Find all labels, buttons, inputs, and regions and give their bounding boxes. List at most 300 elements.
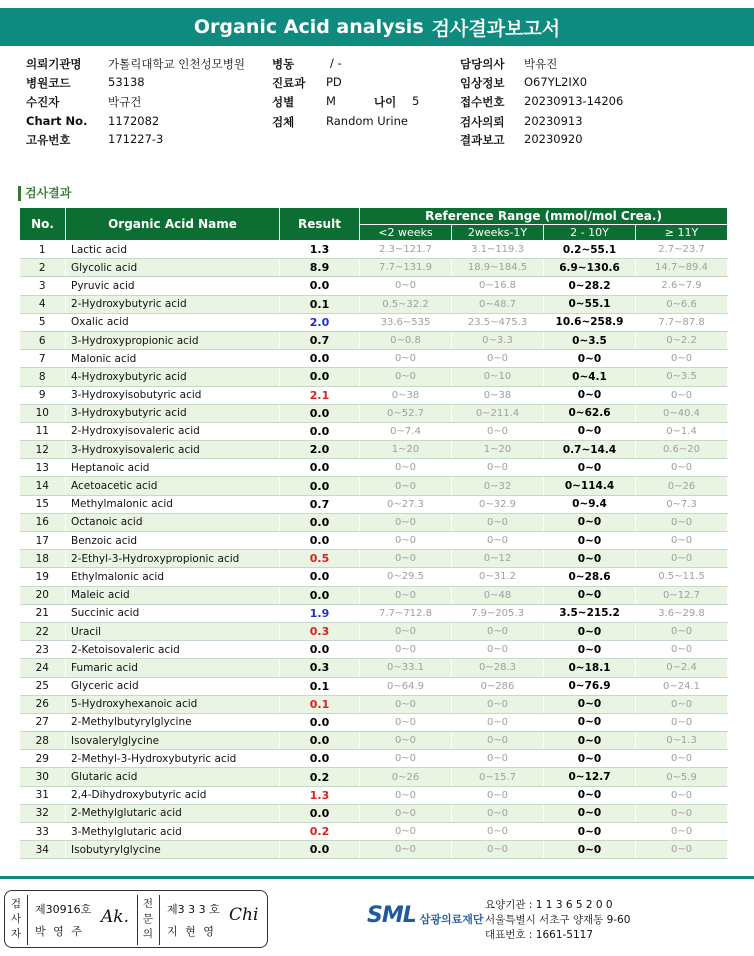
ward-value: / - (330, 56, 342, 70)
row-acid-name: 3-Hydroxybutyric acid (66, 404, 280, 422)
row-ref-lt2w: 0~0 (360, 586, 452, 604)
row-ref-2-10y: 0~0 (544, 695, 636, 713)
section-title: 검사결과 (18, 186, 71, 201)
report-label: 결과보고 (460, 133, 505, 147)
row-no: 2 (20, 259, 66, 277)
row-no: 19 (20, 568, 66, 586)
table-row (20, 568, 728, 586)
row-no: 18 (20, 550, 66, 568)
institution-label: 의뢰기관명 (26, 57, 82, 71)
row-ref-lt2w: 0~0.8 (360, 331, 452, 349)
age-value: 5 (412, 94, 420, 108)
row-ref-ge11y: 0~0 (636, 459, 728, 477)
receipt-value: 20230913-14206 (524, 94, 624, 108)
table-row (20, 823, 728, 841)
table-row (20, 659, 728, 677)
specialist-label: 전문의 (142, 898, 154, 940)
row-acid-name: Methylmalonic acid (66, 495, 280, 513)
row-ref-lt2w: 0~0 (360, 368, 452, 386)
logo-org: 삼광의료재단 (419, 912, 484, 926)
row-acid-name: Malonic acid (66, 350, 280, 368)
row-no: 9 (20, 386, 66, 404)
row-acid-name: 3-Hydroxyisovaleric acid (66, 441, 280, 459)
row-ref-ge11y: 0~5.9 (636, 768, 728, 786)
row-ref-ge11y: 0~1.4 (636, 422, 728, 440)
divider (159, 895, 160, 945)
table-row (20, 804, 728, 822)
specialist-license: 제3 3 3 호 (167, 903, 220, 916)
row-ref-2-10y: 0~0 (544, 550, 636, 568)
row-ref-2w-1y: 0~0 (452, 786, 544, 804)
row-ref-2-10y: 0~0 (544, 386, 636, 404)
row-ref-lt2w: 0~0 (360, 695, 452, 713)
row-no: 3 (20, 277, 66, 295)
row-result: 2.1 (280, 386, 360, 404)
row-result: 2.0 (280, 313, 360, 331)
row-no: 33 (20, 823, 66, 841)
row-ref-2w-1y: 0~0 (452, 841, 544, 859)
lab-phone: 대표번호 : 1661-5117 (485, 929, 594, 941)
row-ref-2w-1y: 0~0 (452, 459, 544, 477)
table-row (20, 404, 728, 422)
row-acid-name: Fumaric acid (66, 659, 280, 677)
row-ref-2w-1y: 0~0 (452, 641, 544, 659)
ref-col-header: <2 weeks (360, 225, 452, 241)
row-no: 15 (20, 495, 66, 513)
row-ref-2w-1y: 0~3.3 (452, 331, 544, 349)
row-result: 0.0 (280, 404, 360, 422)
row-acid-name: 2-Ketoisovaleric acid (66, 641, 280, 659)
row-ref-ge11y: 0~0 (636, 804, 728, 822)
row-ref-2-10y: 0~0 (544, 513, 636, 531)
row-no: 6 (20, 331, 66, 349)
table-row (20, 459, 728, 477)
row-ref-2w-1y: 0~0 (452, 422, 544, 440)
dept-value: PD (326, 75, 342, 89)
row-ref-2w-1y: 18.9~184.5 (452, 259, 544, 277)
col-name-header: Organic Acid Name (66, 208, 280, 241)
row-result: 0.3 (280, 622, 360, 640)
row-ref-2w-1y: 0~0 (452, 695, 544, 713)
row-ref-ge11y: 0~0 (636, 386, 728, 404)
table-row (20, 368, 728, 386)
row-ref-ge11y: 3.6~29.8 (636, 604, 728, 622)
row-ref-lt2w: 0~0 (360, 823, 452, 841)
row-no: 1 (20, 241, 66, 259)
row-result: 0.2 (280, 823, 360, 841)
row-ref-2w-1y: 0~28.3 (452, 659, 544, 677)
row-ref-ge11y: 7.7~87.8 (636, 313, 728, 331)
row-acid-name: 3-Hydroxyisobutyric acid (66, 386, 280, 404)
specialist-signature: Chi (229, 905, 259, 925)
row-ref-ge11y: 0.6~20 (636, 441, 728, 459)
row-ref-2w-1y: 0~0 (452, 804, 544, 822)
row-result: 0.0 (280, 477, 360, 495)
unique-label: 고유번호 (26, 133, 71, 147)
row-result: 0.0 (280, 368, 360, 386)
row-ref-2w-1y: 0~0 (452, 513, 544, 531)
row-result: 0.0 (280, 568, 360, 586)
row-no: 20 (20, 586, 66, 604)
row-ref-lt2w: 0~0 (360, 477, 452, 495)
divider (27, 895, 28, 945)
row-acid-name: 2-Ethyl-3-Hydroxypropionic acid (66, 550, 280, 568)
row-no: 23 (20, 641, 66, 659)
table-row (20, 331, 728, 349)
row-ref-2-10y: 0~28.2 (544, 277, 636, 295)
doctor-value: 박유진 (524, 57, 558, 71)
row-ref-ge11y: 0~6.6 (636, 295, 728, 313)
hospital-code-label: 병원코드 (26, 76, 71, 90)
table-row (20, 259, 728, 277)
row-result: 0.1 (280, 695, 360, 713)
examiner-license: 제30916호 (35, 903, 92, 916)
row-no: 28 (20, 732, 66, 750)
row-ref-2-10y: 0~28.6 (544, 568, 636, 586)
unique-value: 171227-3 (108, 132, 164, 146)
row-ref-2-10y: 0~0 (544, 713, 636, 731)
row-ref-lt2w: 0~0 (360, 841, 452, 859)
row-result: 0.0 (280, 513, 360, 531)
row-ref-ge11y: 0~7.3 (636, 495, 728, 513)
row-ref-2-10y: 0~114.4 (544, 477, 636, 495)
ref-col-header: 2weeks-1Y (452, 225, 544, 241)
row-ref-2-10y: 10.6~258.9 (544, 313, 636, 331)
row-acid-name: Glycolic acid (66, 259, 280, 277)
row-result: 0.0 (280, 422, 360, 440)
row-result: 2.0 (280, 441, 360, 459)
row-ref-2w-1y: 0~15.7 (452, 768, 544, 786)
row-ref-lt2w: 0~0 (360, 732, 452, 750)
col-ref-header: Reference Range (mmol/mol Crea.) (360, 208, 728, 225)
row-ref-ge11y: 0~1.3 (636, 732, 728, 750)
row-result: 0.0 (280, 641, 360, 659)
row-ref-2w-1y: 0~0 (452, 732, 544, 750)
sex-value: M (326, 94, 336, 108)
row-ref-2w-1y: 0~38 (452, 386, 544, 404)
row-ref-lt2w: 0~52.7 (360, 404, 452, 422)
row-ref-2w-1y: 0~10 (452, 368, 544, 386)
table-row (20, 386, 728, 404)
table-row (20, 695, 728, 713)
row-ref-2-10y: 0~0 (544, 841, 636, 859)
row-no: 5 (20, 313, 66, 331)
row-result: 0.1 (280, 677, 360, 695)
row-ref-2-10y: 0~0 (544, 786, 636, 804)
row-ref-lt2w: 0~0 (360, 459, 452, 477)
row-ref-ge11y: 0~0 (636, 713, 728, 731)
row-result: 0.1 (280, 295, 360, 313)
row-ref-2-10y: 0~76.9 (544, 677, 636, 695)
row-acid-name: 2-Hydroxybutyric acid (66, 295, 280, 313)
row-ref-ge11y: 0~0 (636, 823, 728, 841)
row-result: 0.0 (280, 713, 360, 731)
row-ref-2w-1y: 7.9~205.3 (452, 604, 544, 622)
row-no: 8 (20, 368, 66, 386)
row-ref-2w-1y: 0~0 (452, 750, 544, 768)
row-ref-lt2w: 0.5~32.2 (360, 295, 452, 313)
table-row (20, 586, 728, 604)
row-ref-ge11y: 0~0 (636, 641, 728, 659)
row-ref-2w-1y: 0~32.9 (452, 495, 544, 513)
row-ref-lt2w: 0~0 (360, 532, 452, 550)
row-result: 0.0 (280, 459, 360, 477)
clinical-label: 임상정보 (460, 76, 505, 90)
row-ref-ge11y: 0~0 (636, 622, 728, 640)
report-value: 20230920 (524, 132, 583, 146)
row-acid-name: Succinic acid (66, 604, 280, 622)
row-acid-name: 3-Hydroxypropionic acid (66, 331, 280, 349)
ref-col-header: ≥ 11Y (636, 225, 728, 241)
row-ref-ge11y: 0.5~11.5 (636, 568, 728, 586)
row-no: 26 (20, 695, 66, 713)
row-ref-lt2w: 0~26 (360, 768, 452, 786)
row-ref-lt2w: 0~64.9 (360, 677, 452, 695)
row-ref-2-10y: 0.2~55.1 (544, 241, 636, 259)
row-ref-2-10y: 0~55.1 (544, 295, 636, 313)
row-acid-name: Ethylmalonic acid (66, 568, 280, 586)
row-ref-ge11y: 2.6~7.9 (636, 277, 728, 295)
row-result: 8.9 (280, 259, 360, 277)
row-acid-name: Glutaric acid (66, 768, 280, 786)
row-ref-ge11y: 0~0 (636, 513, 728, 531)
row-ref-lt2w: 0~0 (360, 513, 452, 531)
row-no: 17 (20, 532, 66, 550)
examinee-label: 수진자 (26, 95, 60, 109)
table-row (20, 604, 728, 622)
row-result: 0.0 (280, 750, 360, 768)
table-row (20, 313, 728, 331)
request-value: 20230913 (524, 114, 583, 128)
row-ref-2w-1y: 0~0 (452, 622, 544, 640)
row-acid-name: Heptanoic acid (66, 459, 280, 477)
ward-label: 병동 (272, 57, 295, 71)
row-no: 13 (20, 459, 66, 477)
row-ref-lt2w: 0~0 (360, 713, 452, 731)
table-row (20, 786, 728, 804)
table-row (20, 750, 728, 768)
clinical-value: O67YL2IX0 (524, 75, 588, 89)
row-ref-2-10y: 0~0 (544, 804, 636, 822)
row-ref-lt2w: 0~0 (360, 641, 452, 659)
row-ref-lt2w: 0~29.5 (360, 568, 452, 586)
row-ref-2w-1y: 0~0 (452, 823, 544, 841)
chart-value: 1172082 (108, 114, 160, 128)
row-ref-2-10y: 0~0 (544, 732, 636, 750)
institution-value: 가톨릭대학교 인천성모병원 (108, 57, 245, 71)
logo-mark: SML (367, 903, 416, 928)
row-ref-ge11y: 0~0 (636, 550, 728, 568)
row-ref-ge11y: 0~40.4 (636, 404, 728, 422)
table-row (20, 277, 728, 295)
row-result: 0.0 (280, 732, 360, 750)
row-ref-ge11y: 0~0 (636, 532, 728, 550)
row-ref-ge11y: 0~0 (636, 350, 728, 368)
row-acid-name: 4-Hydroxybutyric acid (66, 368, 280, 386)
row-ref-ge11y: 0~24.1 (636, 677, 728, 695)
table-row (20, 550, 728, 568)
row-ref-ge11y: 0~26 (636, 477, 728, 495)
table-row (20, 350, 728, 368)
sex-label: 성별 (272, 95, 295, 109)
hospital-code-value: 53138 (108, 75, 145, 89)
row-acid-name: Benzoic acid (66, 532, 280, 550)
row-result: 0.7 (280, 331, 360, 349)
request-label: 검사의뢰 (460, 115, 505, 129)
table-row (20, 241, 728, 259)
lab-code: 요양기관 : 1 1 3 6 5 2 0 0 (485, 899, 613, 911)
row-no: 27 (20, 713, 66, 731)
row-ref-lt2w: 7.7~712.8 (360, 604, 452, 622)
results-body (20, 241, 728, 859)
row-ref-ge11y: 0~2.2 (636, 331, 728, 349)
row-result: 1.9 (280, 604, 360, 622)
row-ref-lt2w: 0~27.3 (360, 495, 452, 513)
row-no: 21 (20, 604, 66, 622)
signature-box (4, 890, 268, 948)
row-ref-lt2w: 0~0 (360, 786, 452, 804)
row-ref-ge11y: 0~0 (636, 695, 728, 713)
row-ref-2-10y: 0~18.1 (544, 659, 636, 677)
row-ref-2w-1y: 0~0 (452, 350, 544, 368)
results-table (19, 207, 728, 859)
row-acid-name: Oxalic acid (66, 313, 280, 331)
row-ref-ge11y: 14.7~89.4 (636, 259, 728, 277)
row-ref-2-10y: 0~4.1 (544, 368, 636, 386)
row-ref-lt2w: 0~38 (360, 386, 452, 404)
row-ref-2w-1y: 0~0 (452, 713, 544, 731)
row-ref-lt2w: 33.6~535 (360, 313, 452, 331)
row-no: 16 (20, 513, 66, 531)
row-ref-lt2w: 0~0 (360, 804, 452, 822)
row-ref-2-10y: 0~9.4 (544, 495, 636, 513)
row-ref-lt2w: 0~0 (360, 750, 452, 768)
row-ref-2w-1y: 0~0 (452, 532, 544, 550)
ref-col-header: 2 - 10Y (544, 225, 636, 241)
patient-info (0, 56, 754, 156)
row-ref-ge11y: 0~0 (636, 750, 728, 768)
divider (137, 895, 138, 945)
row-no: 25 (20, 677, 66, 695)
row-ref-2-10y: 0~0 (544, 459, 636, 477)
row-ref-lt2w: 0~0 (360, 550, 452, 568)
row-ref-2-10y: 0~0 (544, 641, 636, 659)
row-acid-name: 5-Hydroxyhexanoic acid (66, 695, 280, 713)
row-acid-name: 2-Methylbutyrylglycine (66, 713, 280, 731)
dept-label: 진료과 (272, 76, 306, 90)
row-ref-ge11y: 0~0 (636, 786, 728, 804)
examiner-label: 검사자 (10, 898, 22, 940)
row-result: 1.3 (280, 786, 360, 804)
specimen-label: 검체 (272, 115, 295, 129)
row-acid-name: Glyceric acid (66, 677, 280, 695)
col-no-header: No. (20, 208, 66, 241)
row-no: 34 (20, 841, 66, 859)
row-acid-name: Isovalerylglycine (66, 732, 280, 750)
row-no: 31 (20, 786, 66, 804)
chart-label: Chart No. (26, 114, 88, 128)
row-no: 4 (20, 295, 66, 313)
table-row (20, 713, 728, 731)
row-acid-name: Isobutyrylglycine (66, 841, 280, 859)
col-result-header: Result (280, 208, 360, 241)
table-row (20, 295, 728, 313)
examiner-signature: Ak. (101, 907, 129, 927)
row-no: 11 (20, 422, 66, 440)
row-ref-ge11y: 0~12.7 (636, 586, 728, 604)
row-acid-name: Uracil (66, 622, 280, 640)
row-ref-lt2w: 0~33.1 (360, 659, 452, 677)
row-acid-name: 2-Methylglutaric acid (66, 804, 280, 822)
row-result: 0.0 (280, 532, 360, 550)
row-acid-name: 3-Methylglutaric acid (66, 823, 280, 841)
row-ref-lt2w: 0~7.4 (360, 422, 452, 440)
row-result: 0.2 (280, 768, 360, 786)
row-ref-ge11y: 0~3.5 (636, 368, 728, 386)
row-acid-name: 2-Hydroxyisovaleric acid (66, 422, 280, 440)
row-acid-name: 2-Methyl-3-Hydroxybutyric acid (66, 750, 280, 768)
table-row (20, 732, 728, 750)
row-no: 22 (20, 622, 66, 640)
lab-info (485, 898, 630, 943)
row-ref-2w-1y: 0~211.4 (452, 404, 544, 422)
table-row (20, 768, 728, 786)
specialist-name: 지 현 영 (167, 925, 216, 938)
row-ref-lt2w: 0~0 (360, 350, 452, 368)
row-ref-2-10y: 3.5~215.2 (544, 604, 636, 622)
report-title-bar (0, 8, 754, 46)
sml-logo (367, 903, 484, 928)
row-ref-2-10y: 6.9~130.6 (544, 259, 636, 277)
row-ref-lt2w: 7.7~131.9 (360, 259, 452, 277)
row-no: 24 (20, 659, 66, 677)
row-acid-name: 2,4-Dihydroxybutyric acid (66, 786, 280, 804)
table-row (20, 495, 728, 513)
row-ref-2w-1y: 0~286 (452, 677, 544, 695)
row-result: 1.3 (280, 241, 360, 259)
row-ref-2w-1y: 0~48 (452, 586, 544, 604)
table-row (20, 677, 728, 695)
row-ref-2w-1y: 3.1~119.3 (452, 241, 544, 259)
row-ref-2w-1y: 0~16.8 (452, 277, 544, 295)
row-no: 14 (20, 477, 66, 495)
row-ref-2-10y: 0~3.5 (544, 331, 636, 349)
row-ref-2w-1y: 23.5~475.3 (452, 313, 544, 331)
table-row (20, 532, 728, 550)
row-ref-ge11y: 2.7~23.7 (636, 241, 728, 259)
row-no: 30 (20, 768, 66, 786)
row-acid-name: Maleic acid (66, 586, 280, 604)
row-acid-name: Octanoic acid (66, 513, 280, 531)
row-ref-2w-1y: 0~31.2 (452, 568, 544, 586)
table-row (20, 477, 728, 495)
row-result: 0.3 (280, 659, 360, 677)
row-ref-2-10y: 0~0 (544, 586, 636, 604)
row-no: 12 (20, 441, 66, 459)
row-ref-2w-1y: 0~32 (452, 477, 544, 495)
row-acid-name: Lactic acid (66, 241, 280, 259)
row-ref-ge11y: 0~0 (636, 841, 728, 859)
specimen-value: Random Urine (326, 114, 408, 128)
table-row (20, 422, 728, 440)
row-result: 0.0 (280, 841, 360, 859)
table-row (20, 513, 728, 531)
row-result: 0.0 (280, 277, 360, 295)
row-result: 0.0 (280, 804, 360, 822)
row-ref-2-10y: 0~0 (544, 622, 636, 640)
row-ref-ge11y: 0~2.4 (636, 659, 728, 677)
row-acid-name: Pyruvic acid (66, 277, 280, 295)
